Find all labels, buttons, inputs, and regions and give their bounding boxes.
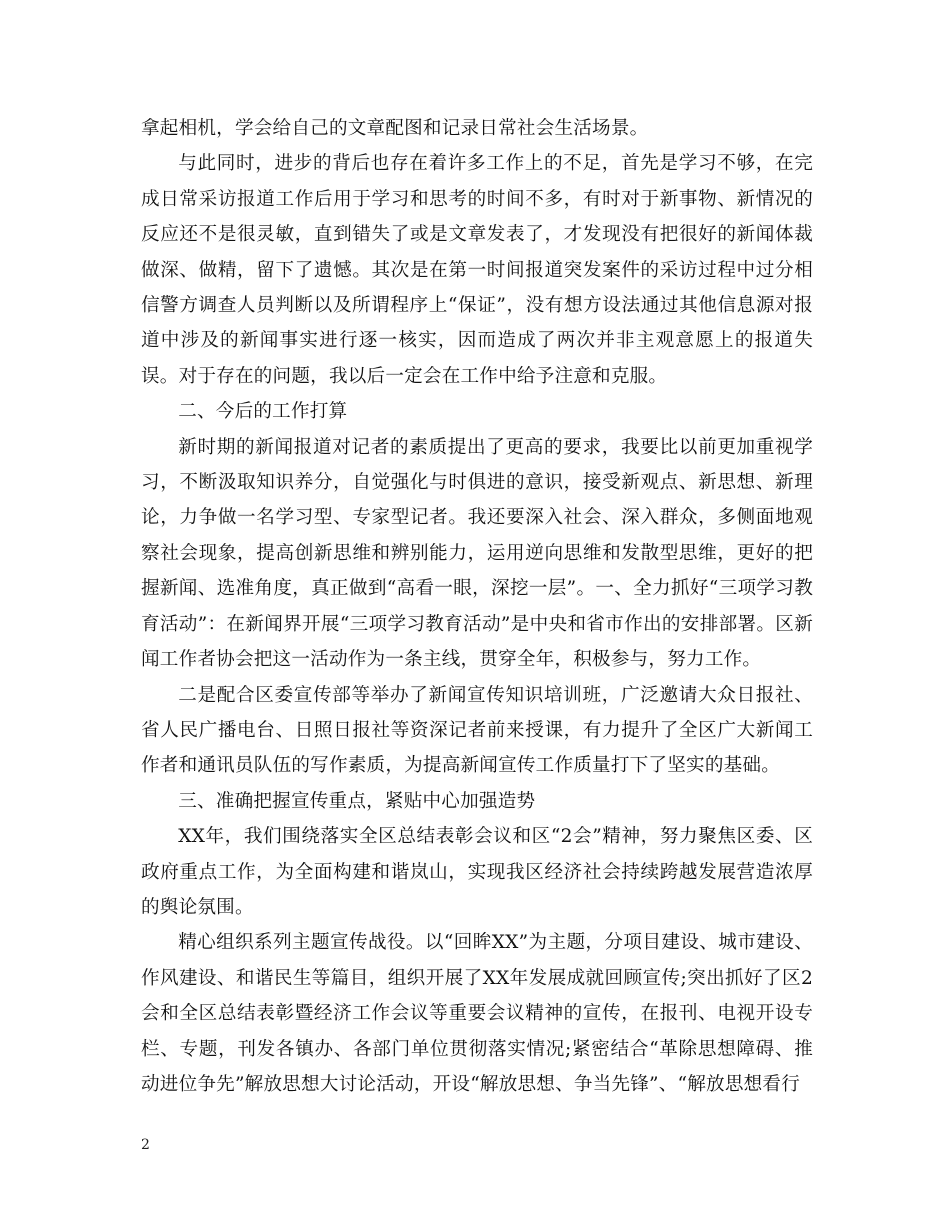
document-body [141,111,813,1102]
paragraph-training: 二是配合区委宣传部等举办了新闻宣传知识培训班，广泛邀请大众日报社、省人民广播电台、日照日报社等资深记者前来授课，有力提升了全区广大新闻工作者和通讯员队伍的写作素质，为提高新闻宣传工作质量打下了坚实的基础。 [141,684,813,777]
paragraph-annual-focus: XX年，我们围绕落实全区总结表彰会议和区“2会”精神，努力聚焦区委、区政府重点工作，为全面构建和谐岚山，实现我区经济社会持续跨越发展营造浓厚的舆论氛围。 [141,826,813,918]
page-number: 2 [141,1137,150,1153]
paragraph-campaigns: 精心组织系列主题宣传战役。以“回眸XX”为主题，分项目建设、城市建设、作风建设、和谐民生等篇目，组织开展了XX年发展成就回顾宣传;突出抓好了区2会和全区总结表彰暨经济工作会议等重要会议精神的宣传，在报刊、电视开设专栏、专题，刊发各镇办、各部门单位贯彻落实情况;紧密结合“革除思想障碍、推动进位争先”解放思想大讨论活动，开设“解放思想、争当先锋”、“解放思想看行 [141,932,813,1095]
paragraph-shortcomings: 与此同时，进步的背后也存在着许多工作上的不足，首先是学习不够，在完成日常采访报道工作后用于学习和思考的时间不多，有时对于新事物、新情况的反应还不是很灵敏，直到错失了或是文章发表了，才发现没有把很好的新闻体裁做深、做精，留下了遗憾。其次是在第一时间报道突发案件的采访过程中过分相信警方调查人员判断以及所谓程序上“保证”，没有想方设法通过其他信息源对报道中涉及的新闻事实进行逐一核实，因而造成了两次并非主观意愿上的报道失误。对于存在的问题，我以后一定会在工作中给予注意和克服。 [141,153,813,387]
paragraph-continuation: 拿起相机，学会给自己的文章配图和记录日常社会生活场景。 [141,118,649,139]
paragraph-future-plans: 新时期的新闻报道对记者的素质提出了更高的要求，我要比以前更加重视学习，不断汲取知识养分，自觉强化与时俱进的意识，接受新观点、新思想、新理论，力争做一名学习型、专家型记者。我还要深入社会、深入群众，多侧面地观察社会现象，提高创新思维和辨别能力，运用逆向思维和发散型思维，更好的把握新闻、选准角度，真正做到“高看一眼，深挖一层”。一、全力抓好“三项学习教育活动”：在新闻界开展“三项学习教育活动”是中央和省市作出的安排部署。区新闻工作者协会把这一活动作为一条主线，贯穿全年，积极参与，努力工作。 [141,436,813,671]
section-heading-future-plans: 二、今后的工作打算 [178,401,348,423]
section-heading-publicity-focus: 三、准确把握宣传重点，紧贴中心加强造势 [178,790,536,812]
